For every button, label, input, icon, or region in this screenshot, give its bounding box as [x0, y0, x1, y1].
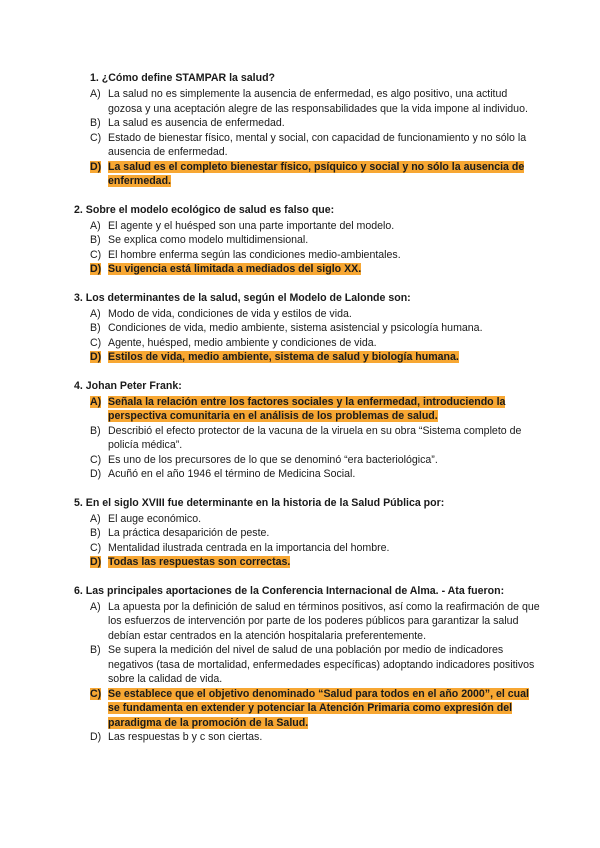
option-text: El agente y el huésped son una parte importante del modelo. — [108, 219, 395, 232]
option-text: Se explica como modelo multidimensional. — [108, 234, 309, 246]
option-text: El hombre enferma según las condiciones medio-ambientales. — [108, 248, 401, 261]
option-text: Acuñó en el año 1946 el término de Medicina Social. — [108, 468, 356, 480]
question-title: 6. Las principales aportaciones de la Conferencia Internacional de Alma. - Ata fueron: — [74, 584, 505, 597]
option-text: Es uno de los precursores de lo que se denominó “era bacteriológica”. — [108, 453, 438, 466]
option-letter: C) — [90, 336, 102, 349]
option-text: Las respuestas b y c son ciertas. — [108, 731, 263, 743]
option-b — [90, 233, 540, 248]
question-4 — [74, 379, 540, 482]
option-letter: D) — [90, 556, 102, 568]
option-text: La práctica desaparición de peste. — [108, 527, 270, 539]
option-text-highlighted: Señala la relación entre los factores sociales y la enfermedad, introduciendo la perspectiva comunitaria en el análisis de los problemas de salud. — [108, 395, 506, 422]
question-title: 4. Johan Peter Frank: — [74, 379, 182, 392]
question-title: 1. ¿Cómo define STAMPAR la salud? — [90, 72, 276, 84]
option-c — [90, 453, 540, 468]
question-5 — [74, 496, 540, 570]
option-letter: B) — [90, 117, 101, 129]
option-d — [90, 467, 540, 482]
option-text: La salud es ausencia de enfermedad. — [108, 117, 285, 129]
question-title: 2. Sobre el modelo ecológico de salud es falso que: — [74, 203, 335, 216]
option-text: Estado de bienestar físico, mental y social, con capacidad de funcionamiento y no sólo la ausencia de enfermedad. — [108, 131, 527, 158]
option-d-correct — [90, 160, 540, 189]
option-text: Se supera la medición del nivel de salud de una población por medio de indicadores negativos (tasa de mortalidad, enfermedades específicas) adoptando indicadores positivos sobre la calidad de vida. — [108, 644, 535, 685]
option-b — [90, 424, 540, 453]
question-title: 5. En el siglo XVIII fue determinante en la historia de la Salud Pública por: — [74, 496, 445, 509]
option-a — [90, 219, 540, 234]
question-6 — [74, 584, 540, 745]
option-letter: C) — [90, 453, 102, 466]
option-b — [90, 643, 540, 687]
option-a-correct — [90, 395, 540, 424]
option-letter: A) — [90, 600, 101, 613]
option-d-correct — [90, 350, 540, 365]
option-d-correct — [90, 262, 540, 277]
option-letter: B) — [90, 322, 101, 334]
option-letter: D) — [90, 160, 102, 173]
option-a — [90, 512, 540, 527]
option-b — [90, 116, 540, 131]
option-text: Condiciones de vida, medio ambiente, sistema asistencial y psicología humana. — [108, 322, 483, 334]
option-letter: D) — [90, 351, 102, 363]
question-title: 3. Los determinantes de la salud, según el Modelo de Lalonde son: — [74, 291, 411, 304]
option-letter: B) — [90, 527, 101, 539]
option-text: Agente, huésped, medio ambiente y condiciones de vida. — [108, 336, 377, 349]
option-letter: D) — [90, 263, 102, 275]
option-text: La salud no es simplemente la ausencia de enfermedad, es algo positivo, una actitud gozosa y una aceptación alegre de las responsabilidades que la vida impone al individuo. — [108, 88, 528, 115]
option-letter: A) — [90, 219, 101, 232]
option-c-correct — [90, 687, 540, 731]
question-3 — [74, 291, 540, 365]
option-c — [90, 248, 540, 263]
option-text: La apuesta por la definición de salud en términos positivos, así como la reafirmación de que los esfuerzos de intervención por parte de los poderes públicos para garantizar la salud debían estar centrados en la atención hospitalaria preferentemente. — [108, 600, 540, 642]
option-a — [90, 307, 540, 322]
option-b — [90, 526, 540, 541]
option-letter: C) — [90, 131, 102, 144]
option-text: El auge económico. — [108, 512, 202, 525]
option-d — [90, 730, 540, 745]
option-letter: D) — [90, 468, 102, 480]
option-text-highlighted: Estilos de vida, medio ambiente, sistema de salud y biología humana. — [108, 351, 459, 363]
option-letter: A) — [90, 512, 101, 525]
option-letter: C) — [90, 687, 102, 700]
option-letter: A) — [90, 88, 101, 100]
option-letter: A) — [90, 395, 102, 408]
option-text: Mentalidad ilustrada centrada en la importancia del hombre. — [108, 541, 390, 554]
option-d-correct — [90, 555, 540, 570]
option-b — [90, 321, 540, 336]
option-text-highlighted: Su vigencia está limitada a mediados del siglo XX. — [108, 263, 362, 275]
option-letter: B) — [90, 234, 101, 246]
option-a — [90, 87, 540, 116]
option-letter: A) — [90, 307, 101, 320]
option-text: Modo de vida, condiciones de vida y estilos de vida. — [108, 307, 352, 320]
option-a — [90, 600, 540, 644]
question-1 — [90, 71, 540, 189]
option-letter: B) — [90, 644, 101, 656]
option-letter: B) — [90, 424, 101, 437]
option-text-highlighted: Todas las respuestas son correctas. — [108, 556, 291, 568]
option-c — [90, 336, 540, 351]
option-text-highlighted: Se establece que el objetivo denominado “Salud para todos en el año 2000”, el cual se fundamenta en extender y potenciar la Atención Primaria como expresión del paradigma de la promoción de la Salud. — [108, 687, 529, 729]
option-text-highlighted: La salud es el completo bienestar físico, psíquico y social y no sólo la ausencia de enfermedad. — [108, 160, 525, 187]
option-letter: C) — [90, 541, 102, 554]
option-c — [90, 541, 540, 556]
option-text: Describió el efecto protector de la vacuna de la viruela en su obra “Sistema completo de policía médica”. — [108, 424, 522, 451]
option-letter: C) — [90, 248, 102, 261]
question-2 — [74, 203, 540, 277]
option-c — [90, 131, 540, 160]
option-letter: D) — [90, 731, 102, 743]
